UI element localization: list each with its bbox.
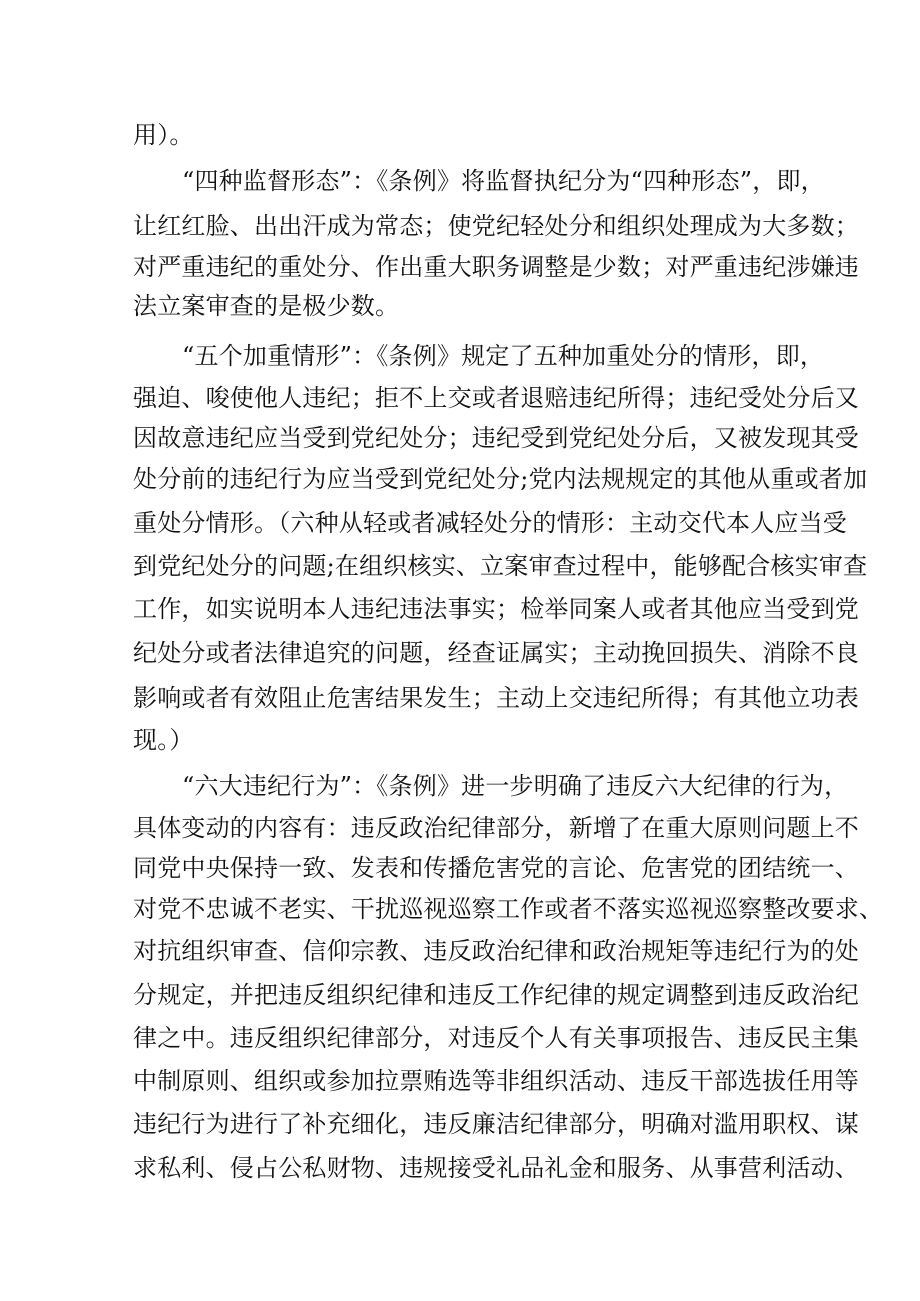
text-line: “五个加重情形”：《条例》规定了五种加重处分的情形，即， (182, 342, 825, 370)
text-line: 用）。 (133, 121, 194, 149)
text-line: 对严重违纪的重处分、作出重大职务调整是少数；对严重违纪涉嫌违 (133, 253, 859, 281)
text-line: 处分前的违纪行为应当受到党纪处分;党内法规规定的其他从重或者加 (133, 465, 868, 493)
text-line: 具体变动的内容有：违反政治纪律部分，新增了在重大原则问题上不 (133, 814, 859, 842)
text-line: 违纪行为进行了补充细化，违反廉洁纪律部分，明确对滥用职权、谋 (133, 1110, 859, 1138)
text-line: 律之中。违反组织纪律部分，对违反个人有关事项报告、违反民主集 (133, 1024, 859, 1052)
text-line: 重处分情形。（六种从轻或者减轻处分的情形：主动交代本人应当受 (133, 509, 847, 537)
text-line: 同党中央保持一致、发表和传播危害党的言论、危害党的团结统一、 (133, 854, 859, 882)
text-line: “四种监督形态”：《条例》将监督执纪分为“四种形态”，即， (182, 167, 825, 195)
text-line: 对党不忠诚不老实、干扰巡视巡察工作或者不落实巡视巡察整改要求、 (133, 895, 884, 923)
text-line: 因故意违纪应当受到党纪处分；违纪受到党纪处分后，又被发现其受 (133, 424, 859, 452)
text-line: 纪处分或者法律追究的问题，经查证属实；主动挽回损失、消除不良 (133, 639, 859, 667)
text-line: 分规定，并把违反组织纪律和违反工作纪律的规定调整到违反政治纪 (133, 981, 859, 1009)
text-line: 现。） (133, 726, 194, 754)
text-line: 让红红脸、出出汗成为常态；使党纪轻处分和组织处理成为大多数； (133, 212, 859, 240)
text-line: “六大违纪行为”：《条例》进一步明确了违反六大纪律的行为， (182, 772, 849, 800)
text-line: 强迫、唆使他人违纪；拒不上交或者退赔违纪所得；违纪受处分后又 (133, 384, 859, 412)
text-line: 中制原则、组织或参加拉票贿选等非组织活动、违反干部选拔任用等 (133, 1067, 859, 1095)
text-line: 工作，如实说明本人违纪违法事实；检举同案人或者其他应当受到党 (133, 595, 859, 623)
text-line: 对抗组织审查、信仰宗教、违反政治纪律和政治规矩等违纪行为的处 (133, 937, 859, 965)
text-line: 影响或者有效阻止危害结果发生；主动上交违纪所得；有其他立功表 (133, 684, 859, 712)
text-line: 到党纪处分的问题;在组织核实、立案审查过程中，能够配合核实审查 (133, 552, 868, 580)
text-line: 求私利、侵占公私财物、违规接受礼品礼金和服务、从事营利活动、 (133, 1154, 859, 1182)
text-line: 法立案审查的是极少数。 (133, 292, 400, 320)
